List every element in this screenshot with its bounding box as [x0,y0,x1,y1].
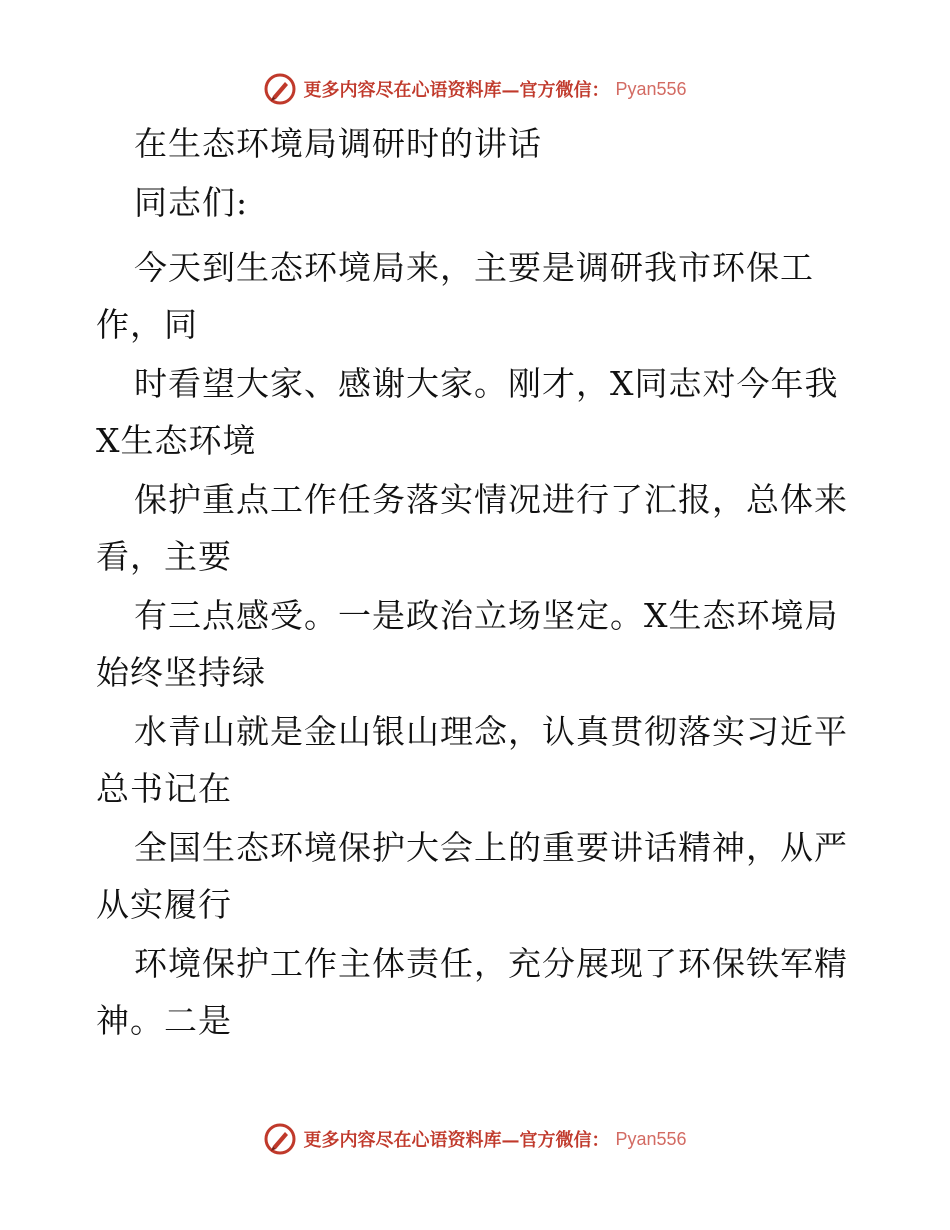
doc-line: 环境保护工作主体责任，充分展现了环保铁军精 [134,944,848,983]
banner-handle: Pyan556 [615,78,687,99]
footer-watermark-banner [0,1122,950,1156]
doc-line: 同志们: [134,183,249,222]
doc-line: 全国生态环境保护大会上的重要讲话精神，从严 [134,828,848,867]
doc-line: X生态环境 [96,421,257,460]
banner-handle: Pyan556 [615,1128,687,1149]
doc-line: 看，主要 [96,537,232,576]
pen-logo-icon [263,1122,297,1156]
doc-line: 水青山就是金山银山理念，认真贯彻落实习近平 [134,712,848,751]
doc-line: 从实履行 [96,885,232,924]
doc-line: 时看望大家、感谢大家。刚才，X同志对今年我 [134,364,839,403]
header-watermark-banner [0,72,950,106]
doc-line: 有三点感受。一是政治立场坚定。X生态环境局 [134,596,839,635]
doc-title: 在生态环境局调研时的讲话 [134,124,542,163]
banner-text: 更多内容尽在心语资料库—官方微信： [303,1130,610,1151]
banner-text: 更多内容尽在心语资料库—官方微信： [303,80,610,101]
pen-logo-icon [263,72,297,106]
doc-line: 保护重点工作任务落实情况进行了汇报，总体来 [134,480,848,519]
doc-line: 始终坚持绿 [96,653,266,692]
doc-line: 今天到生态环境局来，主要是调研我市环保工 [134,248,814,287]
doc-line: 神。二是 [96,1001,232,1040]
doc-line: 总书记在 [96,769,232,808]
doc-line: 作，同 [96,305,198,344]
